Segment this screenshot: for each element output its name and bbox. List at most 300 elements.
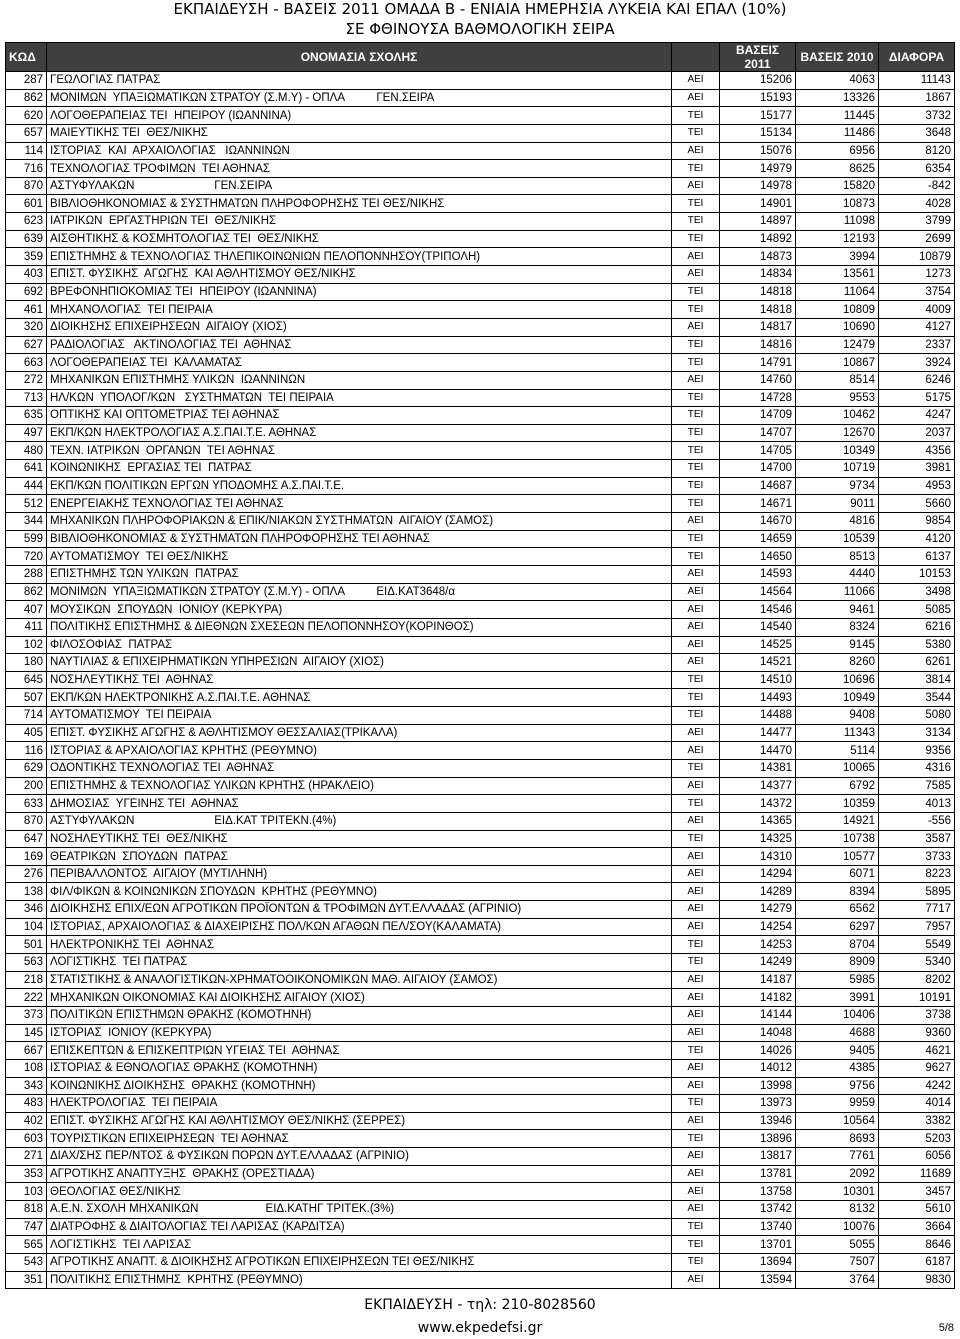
row-code: 716 bbox=[6, 160, 47, 178]
row-type: ΤΕΙ bbox=[672, 195, 720, 213]
row-base-2011: 14564 bbox=[720, 583, 796, 601]
row-base-2010: 11066 bbox=[796, 583, 879, 601]
row-base-2011: 15134 bbox=[720, 124, 796, 142]
row-base-2010: 13561 bbox=[796, 266, 879, 284]
row-base-2011: 14707 bbox=[720, 424, 796, 442]
table-row bbox=[6, 424, 955, 442]
row-school-name: ΕΠΙΣΚΕΠΤΩΝ & ΕΠΙΣΚΕΠΤΡΙΩΝ ΥΓΕΙΑΣ ΤΕΙ ΑΘΗΝΑΣ bbox=[47, 1042, 672, 1060]
table-row bbox=[6, 759, 955, 777]
table-row bbox=[6, 1271, 955, 1289]
table-row bbox=[6, 707, 955, 725]
row-type: ΑΕΙ bbox=[672, 777, 720, 795]
row-difference: 4316 bbox=[879, 759, 955, 777]
table-row bbox=[6, 460, 955, 478]
row-school-name: ΘΕΟΛΟΓΙΑΣ ΘΕΣ/ΝΙΚΗΣ bbox=[47, 1183, 672, 1201]
row-difference: 3382 bbox=[879, 1112, 955, 1130]
row-code: 102 bbox=[6, 636, 47, 654]
row-type: ΤΕΙ bbox=[672, 1253, 720, 1271]
row-school-name: ΝΑΥΤΙΛΙΑΣ & ΕΠΙΧΕΙΡΗΜΑΤΙΚΩΝ ΥΠΗΡΕΣΙΩΝ ΑΙΓΑΙΟΥ (ΧΙΟΣ) bbox=[47, 654, 672, 672]
row-school-name: ΑΥΤΟΜΑΤΙΣΜΟΥ ΤΕΙ ΠΕΙΡΑΙΑ bbox=[47, 707, 672, 725]
row-school-name: ΑΓΡΟΤΙΚΗΣ ΑΝΑΠΤΥΞΗΣ ΘΡΑΚΗΣ (ΟΡΕΣΤΙΑΔΑ) bbox=[47, 1165, 672, 1183]
row-base-2010: 9408 bbox=[796, 707, 879, 725]
table-row bbox=[6, 636, 955, 654]
row-code: 116 bbox=[6, 742, 47, 760]
row-type: ΑΕΙ bbox=[672, 72, 720, 90]
row-school-name: ΟΔΟΝΤΙΚΗΣ ΤΕΧΝΟΛΟΓΙΑΣ ΤΕΙ ΑΘΗΝΑΣ bbox=[47, 759, 672, 777]
row-base-2010: 8693 bbox=[796, 1130, 879, 1148]
row-school-name: ΚΟΙΝΩΝΙΚΗΣ ΔΙΟΙΚΗΣΗΣ ΘΡΑΚΗΣ (ΚΟΜΟΤΗΝΗ) bbox=[47, 1077, 672, 1095]
row-school-name: ΕΠΙΣΤ. ΦΥΣΙΚΗΣ ΑΓΩΓΗΣ ΚΑΙ ΑΘΛΗΤΙΣΜΟΥ ΘΕΣ/ΝΙΚΗΣ (ΣΕΡΡΕΣ) bbox=[47, 1112, 672, 1130]
row-school-name: ΛΟΓΟΘΕΡΑΠΕΙΑΣ ΤΕΙ ΚΑΛΑΜΑΤΑΣ bbox=[47, 354, 672, 372]
row-base-2011: 14834 bbox=[720, 266, 796, 284]
row-difference: 5895 bbox=[879, 883, 955, 901]
row-difference: 4247 bbox=[879, 407, 955, 425]
row-base-2011: 14182 bbox=[720, 989, 796, 1007]
row-code: 288 bbox=[6, 565, 47, 583]
row-difference: 3664 bbox=[879, 1218, 955, 1236]
row-base-2011: 14381 bbox=[720, 759, 796, 777]
row-school-name: ΕΚΠ/ΚΩΝ ΗΛΕΚΤΡΟΝΙΚΗΣ Α.Σ.ΠΑΙ.Τ.Ε. ΑΘΗΝΑΣ bbox=[47, 689, 672, 707]
row-base-2010: 9145 bbox=[796, 636, 879, 654]
row-base-2010: 8625 bbox=[796, 160, 879, 178]
row-school-name: ΙΣΤΟΡΙΑΣ & ΕΘΝΟΛΟΓΙΑΣ ΘΡΑΚΗΣ (ΚΟΜΟΤΗΝΗ) bbox=[47, 1059, 672, 1077]
row-type: ΤΕΙ bbox=[672, 124, 720, 142]
row-base-2011: 14728 bbox=[720, 389, 796, 407]
table-row bbox=[6, 865, 955, 883]
row-school-name: ΤΕΧΝΟΛΟΓΙΑΣ ΤΡΟΦΙΜΩΝ ΤΕΙ ΑΘΗΝΑΣ bbox=[47, 160, 672, 178]
row-code: 629 bbox=[6, 759, 47, 777]
row-code: 114 bbox=[6, 142, 47, 160]
row-type: ΑΕΙ bbox=[672, 1148, 720, 1166]
row-code: 599 bbox=[6, 530, 47, 548]
row-base-2010: 8514 bbox=[796, 371, 879, 389]
table-row bbox=[6, 954, 955, 972]
row-code: 633 bbox=[6, 795, 47, 813]
row-school-name: ΗΛ/ΚΩΝ ΥΠΟΛΟΓ/ΚΩΝ ΣΥΣΤΗΜΑΤΩΝ ΤΕΙ ΠΕΙΡΑΙΑ bbox=[47, 389, 672, 407]
row-base-2011: 13817 bbox=[720, 1148, 796, 1166]
row-base-2011: 14816 bbox=[720, 336, 796, 354]
row-base-2010: 5985 bbox=[796, 971, 879, 989]
row-type: ΑΕΙ bbox=[672, 1165, 720, 1183]
row-base-2011: 14791 bbox=[720, 354, 796, 372]
row-school-name: ΝΟΣΗΛΕΥΤΙΚΗΣ ΤΕΙ ΘΕΣ/ΝΙΚΗΣ bbox=[47, 830, 672, 848]
row-base-2010: 10349 bbox=[796, 442, 879, 460]
row-difference: 5549 bbox=[879, 936, 955, 954]
table-row bbox=[6, 371, 955, 389]
table-row bbox=[6, 1236, 955, 1254]
row-difference: 5203 bbox=[879, 1130, 955, 1148]
row-base-2010: 10949 bbox=[796, 689, 879, 707]
table-row bbox=[6, 689, 955, 707]
row-difference: 3754 bbox=[879, 283, 955, 301]
row-base-2011: 14709 bbox=[720, 407, 796, 425]
table-row bbox=[6, 213, 955, 231]
row-code: 747 bbox=[6, 1218, 47, 1236]
row-type: ΤΕΙ bbox=[672, 1218, 720, 1236]
row-type: ΤΕΙ bbox=[672, 1130, 720, 1148]
table-row bbox=[6, 883, 955, 901]
row-base-2011: 13998 bbox=[720, 1077, 796, 1095]
row-base-2010: 4816 bbox=[796, 513, 879, 531]
table-row bbox=[6, 1148, 955, 1166]
row-school-name: ΦΙΛ/ΦΙΚΩΝ & ΚΟΙΝΩΝΙΚΩΝ ΣΠΟΥΔΩΝ ΚΡΗΤΗΣ (ΡΕΘΥΜΝΟ) bbox=[47, 883, 672, 901]
row-base-2010: 8909 bbox=[796, 954, 879, 972]
table-row bbox=[6, 318, 955, 336]
row-base-2011: 13973 bbox=[720, 1095, 796, 1113]
row-base-2010: 8260 bbox=[796, 654, 879, 672]
row-base-2010: 10301 bbox=[796, 1183, 879, 1201]
row-base-2011: 14249 bbox=[720, 954, 796, 972]
row-type: ΑΕΙ bbox=[672, 989, 720, 1007]
row-code: 169 bbox=[6, 848, 47, 866]
row-code: 343 bbox=[6, 1077, 47, 1095]
row-school-name: ΑΣΤΥΦΥΛΑΚΩΝ ΓΕΝ.ΣΕΙΡΑ bbox=[47, 177, 672, 195]
table-row bbox=[6, 795, 955, 813]
row-school-name: ΓΕΩΛΟΓΙΑΣ ΠΑΤΡΑΣ bbox=[47, 72, 672, 90]
row-type: ΤΕΙ bbox=[672, 460, 720, 478]
table-row bbox=[6, 1218, 955, 1236]
row-type: ΤΕΙ bbox=[672, 759, 720, 777]
column-header-code: ΚΩΔ bbox=[6, 43, 47, 72]
row-base-2011: 14873 bbox=[720, 248, 796, 266]
row-difference: 3738 bbox=[879, 1006, 955, 1024]
footer-contact: ΕΚΠΑΙΔΕΥΣΗ - τηλ: 210-8028560 bbox=[364, 1297, 596, 1313]
column-header-base-2010: ΒΑΣΕΙΣ 2010 bbox=[796, 43, 879, 72]
row-code: 320 bbox=[6, 318, 47, 336]
row-type: ΤΕΙ bbox=[672, 407, 720, 425]
row-code: 353 bbox=[6, 1165, 47, 1183]
row-type: ΑΕΙ bbox=[672, 1024, 720, 1042]
row-base-2011: 14650 bbox=[720, 548, 796, 566]
row-difference: 4028 bbox=[879, 195, 955, 213]
row-school-name: ΜΟΥΣΙΚΩΝ ΣΠΟΥΔΩΝ ΙΟΝΙΟΥ (ΚΕΡΚΥΡΑ) bbox=[47, 601, 672, 619]
row-school-name: ΒΙΒΛΙΟΘΗΚΟΝΟΜΙΑΣ & ΣΥΣΤΗΜΑΤΩΝ ΠΛΗΡΟΦΟΡΗΣΗΣ ΤΕΙ ΘΕΣ/ΝΙΚΗΣ bbox=[47, 195, 672, 213]
row-base-2011: 14760 bbox=[720, 371, 796, 389]
row-code: 411 bbox=[6, 618, 47, 636]
row-code: 104 bbox=[6, 918, 47, 936]
row-base-2010: 8513 bbox=[796, 548, 879, 566]
row-base-2010: 5114 bbox=[796, 742, 879, 760]
row-type: ΑΕΙ bbox=[672, 1059, 720, 1077]
row-base-2010: 11343 bbox=[796, 724, 879, 742]
row-base-2010: 11064 bbox=[796, 283, 879, 301]
row-base-2010: 10690 bbox=[796, 318, 879, 336]
row-difference: 6261 bbox=[879, 654, 955, 672]
row-school-name: ΑΙΣΘΗΤΙΚΗΣ & ΚΟΣΜΗΤΟΛΟΓΙΑΣ ΤΕΙ ΘΕΣ/ΝΙΚΗΣ bbox=[47, 230, 672, 248]
row-code: 563 bbox=[6, 954, 47, 972]
row-code: 645 bbox=[6, 671, 47, 689]
row-difference: 3457 bbox=[879, 1183, 955, 1201]
row-base-2010: 8704 bbox=[796, 936, 879, 954]
row-base-2010: 9734 bbox=[796, 477, 879, 495]
table-row bbox=[6, 812, 955, 830]
row-type: ΑΕΙ bbox=[672, 1183, 720, 1201]
row-base-2011: 14510 bbox=[720, 671, 796, 689]
table-row bbox=[6, 160, 955, 178]
row-base-2011: 14979 bbox=[720, 160, 796, 178]
row-type: ΑΕΙ bbox=[672, 724, 720, 742]
row-difference: 3924 bbox=[879, 354, 955, 372]
row-code: 639 bbox=[6, 230, 47, 248]
row-type: ΑΕΙ bbox=[672, 565, 720, 583]
row-difference: 2699 bbox=[879, 230, 955, 248]
row-difference: 3732 bbox=[879, 107, 955, 125]
row-base-2011: 15206 bbox=[720, 72, 796, 90]
row-base-2010: 10719 bbox=[796, 460, 879, 478]
row-difference: 5610 bbox=[879, 1201, 955, 1219]
row-base-2011: 14817 bbox=[720, 318, 796, 336]
row-school-name: ΔΙΟΙΚΗΣΗΣ ΕΠΙΧ/ΕΩΝ ΑΓΡΟΤΙΚΩΝ ΠΡΟΪΟΝΤΩΝ & ΤΡΟΦΙΜΩΝ ΔΥΤ.ΕΛΛΑΔΑΣ (ΑΓΡΙΝΙΟ) bbox=[47, 901, 672, 919]
row-code: 218 bbox=[6, 971, 47, 989]
row-school-name: ΛΟΓΙΣΤΙΚΗΣ ΤΕΙ ΛΑΡΙΣΑΣ bbox=[47, 1236, 672, 1254]
row-type: ΑΕΙ bbox=[672, 636, 720, 654]
results-table bbox=[5, 42, 955, 1289]
row-base-2011: 14325 bbox=[720, 830, 796, 848]
row-code: 603 bbox=[6, 1130, 47, 1148]
row-base-2011: 13758 bbox=[720, 1183, 796, 1201]
row-code: 145 bbox=[6, 1024, 47, 1042]
row-base-2010: 4063 bbox=[796, 72, 879, 90]
row-school-name: ΔΗΜΟΣΙΑΣ ΥΓΕΙΝΗΣ ΤΕΙ ΑΘΗΝΑΣ bbox=[47, 795, 672, 813]
row-school-name: ΙΣΤΟΡΙΑΣ ΚΑΙ ΑΡΧΑΙΟΛΟΓΙΑΣ ΙΩΑΝΝΙΝΩΝ bbox=[47, 142, 672, 160]
table-row bbox=[6, 618, 955, 636]
row-base-2010: 10564 bbox=[796, 1112, 879, 1130]
row-base-2010: 6956 bbox=[796, 142, 879, 160]
row-difference: 4120 bbox=[879, 530, 955, 548]
row-school-name: ΙΣΤΟΡΙΑΣ & ΑΡΧΑΙΟΛΟΓΙΑΣ ΚΡΗΤΗΣ (ΡΕΘΥΜΝΟ) bbox=[47, 742, 672, 760]
table-row bbox=[6, 1183, 955, 1201]
row-type: ΑΕΙ bbox=[672, 318, 720, 336]
row-difference: 9360 bbox=[879, 1024, 955, 1042]
row-type: ΤΕΙ bbox=[672, 213, 720, 231]
row-type: ΤΕΙ bbox=[672, 1095, 720, 1113]
row-difference: 9854 bbox=[879, 513, 955, 531]
row-difference: 5660 bbox=[879, 495, 955, 513]
row-base-2011: 14521 bbox=[720, 654, 796, 672]
column-header-base-2011: ΒΑΣΕΙΣ 2011 bbox=[720, 43, 796, 72]
table-row bbox=[6, 654, 955, 672]
row-base-2010: 9461 bbox=[796, 601, 879, 619]
row-code: 346 bbox=[6, 901, 47, 919]
table-row bbox=[6, 124, 955, 142]
row-type: ΑΕΙ bbox=[672, 918, 720, 936]
row-type: ΑΕΙ bbox=[672, 848, 720, 866]
row-base-2010: 8394 bbox=[796, 883, 879, 901]
row-school-name: ΜΟΝΙΜΩΝ ΥΠΑΞΙΩΜΑΤΙΚΩΝ ΣΤΡΑΤΟΥ (Σ.Μ.Υ) - ΟΠΛΑ ΕΙΔ.ΚΑΤ3648/α bbox=[47, 583, 672, 601]
table-row bbox=[6, 442, 955, 460]
row-base-2010: 14921 bbox=[796, 812, 879, 830]
row-type: ΑΕΙ bbox=[672, 618, 720, 636]
row-base-2011: 13701 bbox=[720, 1236, 796, 1254]
row-code: 344 bbox=[6, 513, 47, 531]
table-row bbox=[6, 601, 955, 619]
row-base-2011: 14253 bbox=[720, 936, 796, 954]
row-school-name: ΛΟΓΙΣΤΙΚΗΣ ΤΕΙ ΠΑΤΡΑΣ bbox=[47, 954, 672, 972]
row-school-name: ΗΛΕΚΤΡΟΝΙΚΗΣ ΤΕΙ ΑΘΗΝΑΣ bbox=[47, 936, 672, 954]
row-base-2011: 14488 bbox=[720, 707, 796, 725]
row-base-2011: 14700 bbox=[720, 460, 796, 478]
row-difference: -842 bbox=[879, 177, 955, 195]
row-type: ΑΕΙ bbox=[672, 513, 720, 531]
row-base-2010: 15820 bbox=[796, 177, 879, 195]
row-code: 222 bbox=[6, 989, 47, 1007]
row-code: 407 bbox=[6, 601, 47, 619]
row-code: 862 bbox=[6, 583, 47, 601]
row-difference: 3799 bbox=[879, 213, 955, 231]
row-base-2011: 14818 bbox=[720, 301, 796, 319]
row-base-2010: 9405 bbox=[796, 1042, 879, 1060]
table-row bbox=[6, 389, 955, 407]
row-type: ΑΕΙ bbox=[672, 971, 720, 989]
row-difference: 6246 bbox=[879, 371, 955, 389]
row-base-2010: 4440 bbox=[796, 565, 879, 583]
row-base-2011: 14525 bbox=[720, 636, 796, 654]
row-code: 507 bbox=[6, 689, 47, 707]
row-base-2011: 15193 bbox=[720, 89, 796, 107]
row-type: ΤΕΙ bbox=[672, 548, 720, 566]
row-base-2010: 11445 bbox=[796, 107, 879, 125]
row-school-name: ΒΙΒΛΙΟΘΗΚΟΝΟΜΙΑΣ & ΣΥΣΤΗΜΑΤΩΝ ΠΛΗΡΟΦΟΡΗΣΗΣ ΤΕΙ ΑΘΗΝΑΣ bbox=[47, 530, 672, 548]
row-base-2011: 14978 bbox=[720, 177, 796, 195]
row-code: 720 bbox=[6, 548, 47, 566]
row-code: 647 bbox=[6, 830, 47, 848]
row-base-2011: 14892 bbox=[720, 230, 796, 248]
row-type: ΑΕΙ bbox=[672, 654, 720, 672]
row-code: 276 bbox=[6, 865, 47, 883]
table-row bbox=[6, 248, 955, 266]
row-difference: 10153 bbox=[879, 565, 955, 583]
row-base-2010: 12670 bbox=[796, 424, 879, 442]
table-row bbox=[6, 830, 955, 848]
row-base-2011: 14671 bbox=[720, 495, 796, 513]
table-row bbox=[6, 107, 955, 125]
row-code: 351 bbox=[6, 1271, 47, 1289]
row-type: ΑΕΙ bbox=[672, 1271, 720, 1289]
row-code: 620 bbox=[6, 107, 47, 125]
table-row bbox=[6, 142, 955, 160]
row-base-2011: 14540 bbox=[720, 618, 796, 636]
row-code: 200 bbox=[6, 777, 47, 795]
table-row bbox=[6, 530, 955, 548]
row-code: 623 bbox=[6, 213, 47, 231]
row-difference: 6354 bbox=[879, 160, 955, 178]
row-base-2010: 13326 bbox=[796, 89, 879, 107]
row-school-name: ΕΝΕΡΓΕΙΑΚΗΣ ΤΕΧΝΟΛΟΓΙΑΣ ΤΕΙ ΑΘΗΝΑΣ bbox=[47, 495, 672, 513]
row-code: 287 bbox=[6, 72, 47, 90]
row-school-name: ΜΗΧΑΝΙΚΩΝ ΟΙΚΟΝΟΜΙΑΣ ΚΑΙ ΔΙΟΙΚΗΣΗΣ ΑΙΓΑΙΟΥ (ΧΙΟΣ) bbox=[47, 989, 672, 1007]
row-base-2011: 14493 bbox=[720, 689, 796, 707]
row-difference: 9627 bbox=[879, 1059, 955, 1077]
row-school-name: ΚΟΙΝΩΝΙΚΗΣ ΕΡΓΑΣΙΑΣ ΤΕΙ ΠΑΤΡΑΣ bbox=[47, 460, 672, 478]
row-difference: 4127 bbox=[879, 318, 955, 336]
row-base-2011: 14279 bbox=[720, 901, 796, 919]
row-type: ΤΕΙ bbox=[672, 442, 720, 460]
row-type: ΤΕΙ bbox=[672, 424, 720, 442]
row-school-name: ΛΟΓΟΘΕΡΑΠΕΙΑΣ ΤΕΙ ΗΠΕΙΡΟΥ (ΙΩΑΝΝΙΝΑ) bbox=[47, 107, 672, 125]
row-school-name: ΡΑΔΙΟΛΟΓΙΑΣ ΑΚΤΙΝΟΛΟΓΙΑΣ ΤΕΙ ΑΘΗΝΑΣ bbox=[47, 336, 672, 354]
row-base-2010: 9959 bbox=[796, 1095, 879, 1113]
row-base-2011: 14144 bbox=[720, 1006, 796, 1024]
row-school-name: ΕΠΙΣΤΗΜΗΣ & ΤΕΧΝΟΛΟΓΙΑΣ ΥΛΙΚΩΝ ΚΡΗΤΗΣ (ΗΡΑΚΛΕΙΟ) bbox=[47, 777, 672, 795]
row-base-2010: 3994 bbox=[796, 248, 879, 266]
row-base-2010: 4385 bbox=[796, 1059, 879, 1077]
table-row bbox=[6, 1059, 955, 1077]
row-base-2010: 10539 bbox=[796, 530, 879, 548]
row-school-name: ΔΙΟΙΚΗΣΗΣ ΕΠΙΧΕΙΡΗΣΕΩΝ ΑΙΓΑΙΟΥ (ΧΙΟΣ) bbox=[47, 318, 672, 336]
row-type: ΤΕΙ bbox=[672, 389, 720, 407]
row-school-name: ΜΑΙΕΥΤΙΚΗΣ ΤΕΙ ΘΕΣ/ΝΙΚΗΣ bbox=[47, 124, 672, 142]
table-row bbox=[6, 1006, 955, 1024]
row-difference: 1867 bbox=[879, 89, 955, 107]
row-code: 692 bbox=[6, 283, 47, 301]
row-code: 271 bbox=[6, 1148, 47, 1166]
row-difference: 4356 bbox=[879, 442, 955, 460]
row-school-name: ΕΚΠ/ΚΩΝ ΗΛΕΚΤΡΟΛΟΓΙΑΣ Α.Σ.ΠΑΙ.Τ.Ε. ΑΘΗΝΑΣ bbox=[47, 424, 672, 442]
row-base-2010: 6562 bbox=[796, 901, 879, 919]
row-base-2010: 8132 bbox=[796, 1201, 879, 1219]
row-difference: 6216 bbox=[879, 618, 955, 636]
row-code: 601 bbox=[6, 195, 47, 213]
row-base-2011: 14310 bbox=[720, 848, 796, 866]
row-base-2011: 14294 bbox=[720, 865, 796, 883]
row-difference: -556 bbox=[879, 812, 955, 830]
row-difference: 10879 bbox=[879, 248, 955, 266]
row-difference: 4621 bbox=[879, 1042, 955, 1060]
row-type: ΤΕΙ bbox=[672, 530, 720, 548]
row-code: 543 bbox=[6, 1253, 47, 1271]
table-row bbox=[6, 1112, 955, 1130]
row-base-2011: 14012 bbox=[720, 1059, 796, 1077]
row-school-name: ΤΕΧΝ. ΙΑΤΡΙΚΩΝ ΟΡΓΑΝΩΝ ΤΕΙ ΑΘΗΝΑΣ bbox=[47, 442, 672, 460]
table-row bbox=[6, 407, 955, 425]
row-code: 483 bbox=[6, 1095, 47, 1113]
row-type: ΤΕΙ bbox=[672, 954, 720, 972]
row-school-name: ΕΠΙΣΤ. ΦΥΣΙΚΗΣ ΑΓΩΓΗΣ ΚΑΙ ΑΘΛΗΤΙΣΜΟΥ ΘΕΣ/ΝΙΚΗΣ bbox=[47, 266, 672, 284]
table-row bbox=[6, 495, 955, 513]
row-base-2011: 14670 bbox=[720, 513, 796, 531]
table-row bbox=[6, 936, 955, 954]
row-type: ΤΕΙ bbox=[672, 1236, 720, 1254]
table-row bbox=[6, 354, 955, 372]
table-row bbox=[6, 671, 955, 689]
row-code: 497 bbox=[6, 424, 47, 442]
row-base-2011: 14818 bbox=[720, 283, 796, 301]
row-type: ΑΕΙ bbox=[672, 583, 720, 601]
row-code: 641 bbox=[6, 460, 47, 478]
table-row bbox=[6, 195, 955, 213]
row-base-2010: 9553 bbox=[796, 389, 879, 407]
row-type: ΑΕΙ bbox=[672, 266, 720, 284]
row-type: ΤΕΙ bbox=[672, 936, 720, 954]
row-base-2011: 14254 bbox=[720, 918, 796, 936]
row-school-name: ΙΑΤΡΙΚΩΝ ΕΡΓΑΣΤΗΡΙΩΝ ΤΕΙ ΘΕΣ/ΝΙΚΗΣ bbox=[47, 213, 672, 231]
row-code: 403 bbox=[6, 266, 47, 284]
row-difference: 7957 bbox=[879, 918, 955, 936]
row-school-name: ΕΠΙΣΤ. ΦΥΣΙΚΗΣ ΑΓΩΓΗΣ & ΑΘΛΗΤΙΣΜΟΥ ΘΕΣΣΑΛΙΑΣ(ΤΡΙΚΑΛΑ) bbox=[47, 724, 672, 742]
table-row bbox=[6, 336, 955, 354]
row-base-2010: 12479 bbox=[796, 336, 879, 354]
table-row bbox=[6, 266, 955, 284]
column-header-type bbox=[672, 43, 720, 72]
row-base-2010: 10696 bbox=[796, 671, 879, 689]
table-row bbox=[6, 742, 955, 760]
row-school-name: ΝΟΣΗΛΕΥΤΙΚΗΣ ΤΕΙ ΑΘΗΝΑΣ bbox=[47, 671, 672, 689]
row-difference: 3814 bbox=[879, 671, 955, 689]
row-difference: 3587 bbox=[879, 830, 955, 848]
row-base-2011: 13896 bbox=[720, 1130, 796, 1148]
row-type: ΤΕΙ bbox=[672, 301, 720, 319]
column-header-difference: ΔΙΑΦΟΡΑ bbox=[879, 43, 955, 72]
